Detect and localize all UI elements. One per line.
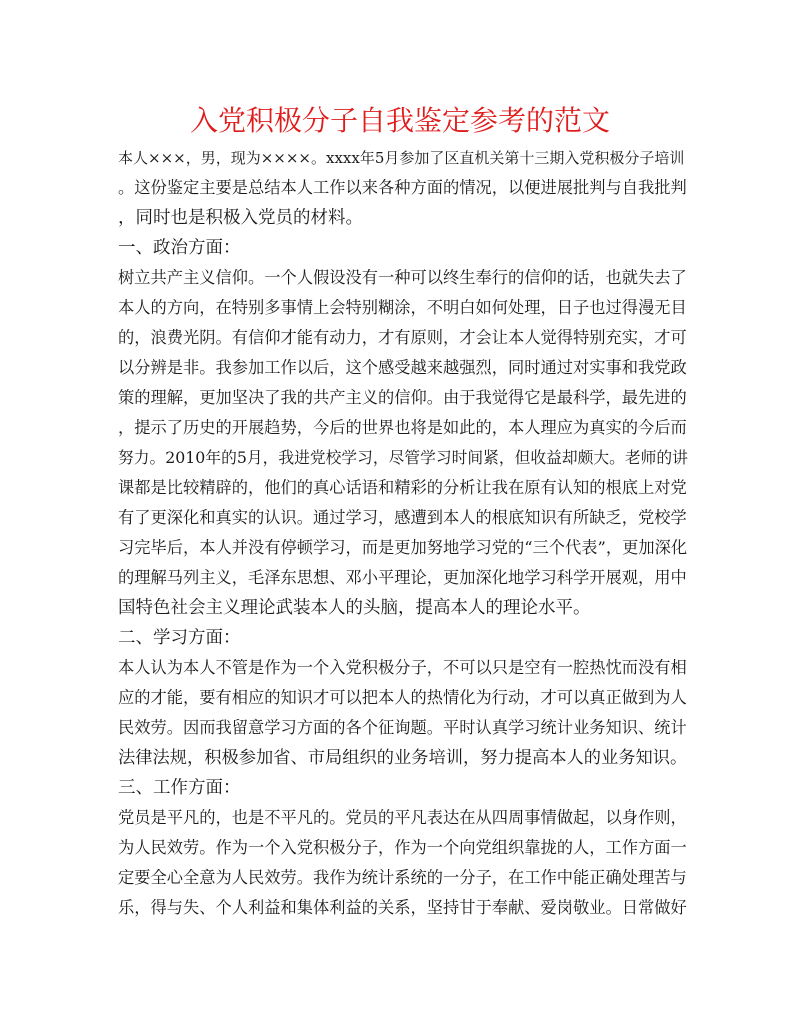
- paragraph-line: 本人认为本人不管是作为一个入党积极分子，不可以只是空有一腔热忱而没有相: [118, 658, 687, 677]
- paragraph-line: 乐，得与失、个人利益和集体利益的关系，坚持甘于奉献、爱岗敬业。日常做好: [118, 898, 687, 917]
- paragraph-line: 定要全心全意为人民效劳。我作为统计系统的一分子，在工作中能正确处理苦与: [118, 868, 687, 887]
- paragraph-line: 民效劳。因而我留意学习方面的各个征询题。平时认真学习统计业务知识、统计: [118, 718, 687, 737]
- section-heading: 一、政治方面：: [118, 238, 241, 258]
- paragraph-line: 应的才能，要有相应的知识才可以把本人的热情化为行动，才可以真正做到为人: [118, 688, 687, 707]
- paragraph-line: 党员是平凡的，也是不平凡的。党员的平凡表达在从四周事情做起，以身作则，: [118, 808, 687, 827]
- paragraph-line: 习完毕后，本人并没有停顿学习，而是更加努地学习党的“三个代表”，更加深化: [118, 538, 688, 557]
- paragraph-line: 以分辨是非。我参加工作以后，这个感受越来越强烈，同时通过对实事和我党政: [118, 358, 687, 377]
- paragraph-line: 策的理解，更加坚决了我的共产主义的信仰。由于我觉得它是最科学，最先进的: [118, 388, 687, 407]
- document-title: 入党积极分子自我鉴定参考的范文: [189, 104, 610, 137]
- paragraph-line: ，提示了历史的开展趋势，今后的世界也将是如此的，本人理应为真实的今后而: [118, 418, 687, 437]
- paragraph-line: 的理解马列主义，毛泽东思想、邓小平理论，更加深化地学习科学开展观，用中: [118, 568, 687, 587]
- section-heading: 三、工作方面：: [118, 778, 241, 798]
- paragraph-line: 努力。2010年的5月，我进党校学习，尽管学习时间紧，但收益却颇大。老师的讲: [118, 448, 688, 467]
- paragraph-line: 课都是比较精辟的，他们的真心话语和精彩的分析让我在原有认知的根底上对党: [118, 478, 687, 497]
- paragraph-line: 为人民效劳。作为一个入党积极分子，作为一个向党组织靠拢的人，工作方面一: [118, 838, 687, 857]
- paragraph-line: 本人的方向，在特别多事情上会特别糊涂，不明白如何处理，日子也过得漫无目: [118, 298, 687, 317]
- paragraph-line: 有了更深化和真实的认识。通过学习，感遭到本人的根底知识有所缺乏，党校学: [118, 508, 687, 527]
- paragraph-line: ，同时也是积极入党员的材料。: [118, 208, 363, 228]
- section-heading: 二、学习方面：: [118, 628, 241, 648]
- paragraph-line: 。这份鉴定主要是总结本人工作以来各种方面的情况，以便进展批判与自我批判: [118, 178, 687, 197]
- paragraph-line: 本人×××，男，现为××××。xxxx年5月参加了区直机关第十三期入党积极分子培训: [118, 149, 685, 167]
- paragraph-line: 树立共产主义信仰。一个人假设没有一种可以终生奉行的信仰的话，也就失去了: [118, 268, 687, 287]
- paragraph-line: 法律法规，积极参加省、市局组织的业务培训，努力提高本人的业务知识。: [118, 748, 688, 768]
- paragraph-line: 国特色社会主义理论武装本人的头脑，提高本人的理论水平。: [118, 598, 591, 618]
- paragraph-line: 的，浪费光阴。有信仰才能有动力，才有原则，才会让本人觉得特别充实，才可: [118, 328, 687, 347]
